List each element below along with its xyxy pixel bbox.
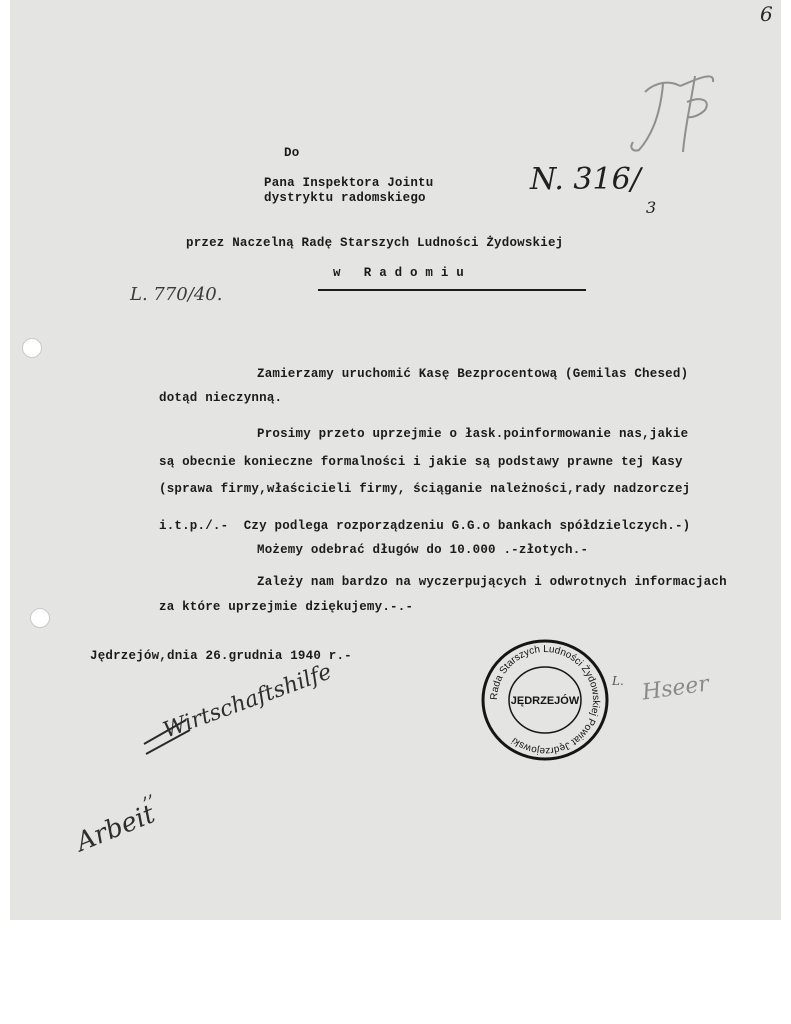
city-line: w R a d o m i u (333, 266, 464, 280)
body-line-3: Prosimy przeto uprzejmie o łask.poinformowanie nas,jakie (257, 427, 689, 441)
body-line-7: Możemy odebrać długów do 10.000 .-złotych.- (257, 543, 589, 557)
body-line-4: są obecnie konieczne formalności i jakie są podstawy prawne tej Kasy (159, 455, 683, 469)
reference-number: N. 316/ (530, 162, 641, 197)
body-line-8: Zależy nam bardzo na wyczerpujących i odwrotnych informacjach (257, 575, 727, 589)
body-line-9: za które uprzejmie dziękujemy.-.- (159, 600, 414, 614)
body-line-2: dotąd nieczynną. (159, 391, 283, 405)
margin-note-marks: ,, (136, 780, 155, 805)
recipient-line-1: Pana Inspektora Jointu (264, 176, 434, 190)
body-line-5: (sprawa firmy,właścicieli firmy, ściąganie należności,rady nadzorczej (159, 482, 691, 496)
date-line: Jędrzejów,dnia 26.grudnia 1940 r.- (90, 649, 352, 663)
stamp-center-text: JĘDRZEJÓW (510, 695, 580, 707)
round-stamp (480, 638, 610, 762)
reference-suffix: 3 (646, 198, 657, 217)
signature-right: Hseer (640, 671, 711, 706)
punch-hole-bottom (30, 608, 50, 628)
margin-note-arbeit: Arbeit (72, 799, 160, 858)
body-line-1: Zamierzamy uruchomić Kasę Bezprocentową (Gemilas Chesed) (257, 367, 689, 381)
underline-rule (318, 289, 586, 291)
initials-mark (625, 62, 720, 162)
body-line-6: i.t.p./.- Czy podlega rozporządzeniu G.G.o bankach spółdzielczych.-) (159, 519, 691, 533)
file-number: L. 770/40. (130, 284, 223, 305)
recipient-line-2: dystryktu radomskiego (264, 191, 426, 205)
punch-hole-top (22, 338, 42, 358)
via-line: przez Naczelną Radę Starszych Ludności Żydowskiej (186, 236, 564, 250)
page-number: 6 (760, 2, 773, 26)
salutation-to: Do (284, 146, 300, 160)
margin-note-wirtschaftshilfe: Wirtschaftshilfe (160, 659, 336, 744)
stamp-outer-text: Rada Starszych Ludności Żydowskiej Powiat Jędrzejowski (488, 643, 602, 757)
stamp-side-mark: L. (612, 674, 624, 688)
